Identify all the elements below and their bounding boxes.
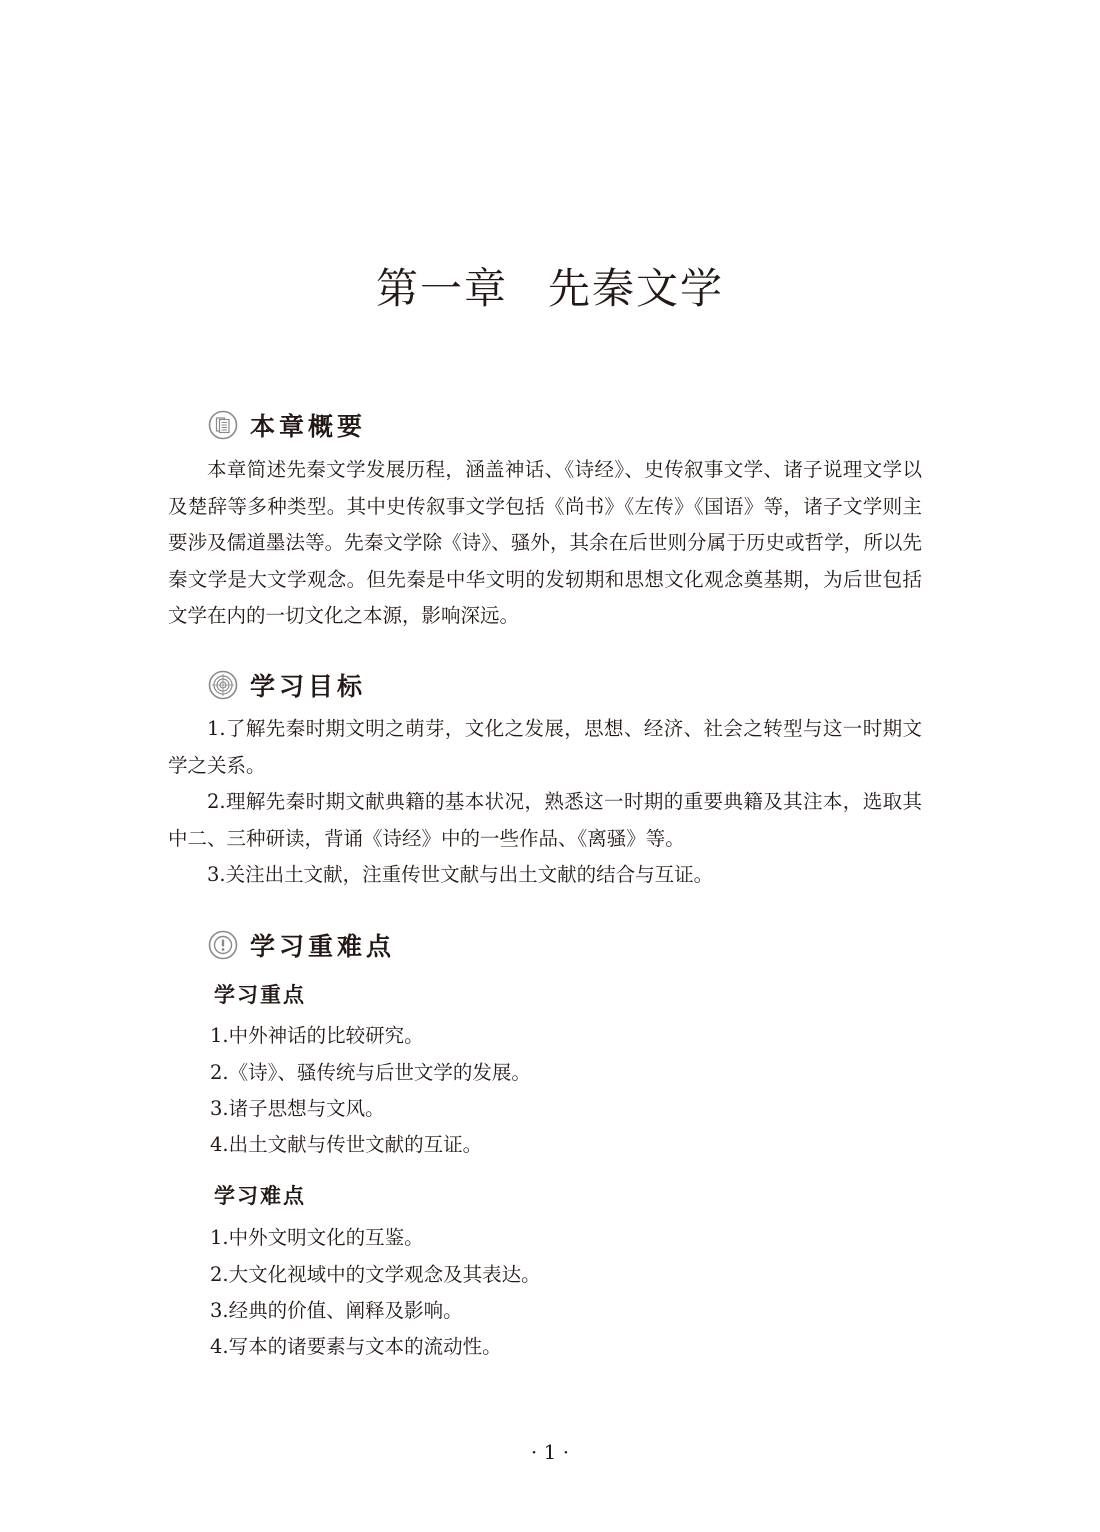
subheading-focus: 学习重点 bbox=[214, 983, 306, 1007]
alert-icon bbox=[208, 930, 238, 960]
section-heading-overview bbox=[208, 407, 366, 443]
section-heading-label: 学习目标 bbox=[250, 672, 367, 701]
page-number: · 1 · bbox=[530, 1440, 570, 1464]
section-heading-key-points bbox=[208, 927, 395, 963]
chapter-title bbox=[0, 256, 1100, 316]
objective-item: 3.关注出土文献，注重传世文献与出土文献的结合与互证。 bbox=[207, 863, 714, 886]
focus-item: 2.《诗》、骚传统与后世文学的发展。 bbox=[210, 1061, 531, 1084]
overview-paragraph: 本章简述先秦文学发展历程，涵盖神话、《诗经》、史传叙事文学、诸子说理文学以及楚辞等多种类型。其中史传叙事文学包括《尚书》《左传》《国语》等，诸子文学则主要涉及儒道墨法等。先秦文学除《诗》、骚外，其余在后世则分属于历史或哲学，所以先秦文学是大文学观念。但先秦是中华文明的发轫期和思想文化观念奠基期，为后世包括文学在内的一切文化之本源，影响深远。 bbox=[168, 458, 922, 627]
subheading-difficulties: 学习难点 bbox=[214, 1184, 306, 1208]
difficulty-item: 2.大文化视域中的文学观念及其表达。 bbox=[210, 1263, 541, 1286]
section-heading-objectives bbox=[208, 667, 366, 703]
section-heading-label: 学习重难点 bbox=[250, 932, 396, 961]
target-icon bbox=[208, 670, 238, 700]
difficulty-item: 3.经典的价值、阐释及影响。 bbox=[210, 1299, 463, 1322]
document-icon bbox=[208, 410, 238, 440]
section-heading-label: 本章概要 bbox=[250, 412, 367, 441]
objective-item: 1.了解先秦时期文明之萌芽，文化之发展，思想、经济、社会之转型与这一时期文学之关系。 bbox=[168, 717, 922, 777]
focus-item: 4.出土文献与传世文献的互证。 bbox=[210, 1133, 483, 1156]
chapter-number: 第一章 bbox=[375, 264, 508, 314]
difficulty-item: 1.中外文明文化的互鉴。 bbox=[210, 1226, 424, 1249]
objective-item: 2.理解先秦时期文献典籍的基本状况，熟悉这一时期的重要典籍及其注本，选取其中二、三种研读，背诵《诗经》中的一些作品、《离骚》等。 bbox=[168, 790, 922, 850]
chapter-name: 先秦文学 bbox=[548, 264, 725, 314]
difficulty-item: 4.写本的诸要素与文本的流动性。 bbox=[210, 1335, 502, 1358]
focus-item: 1.中外神话的比较研究。 bbox=[210, 1024, 424, 1047]
focus-item: 3.诸子思想与文风。 bbox=[210, 1097, 385, 1120]
